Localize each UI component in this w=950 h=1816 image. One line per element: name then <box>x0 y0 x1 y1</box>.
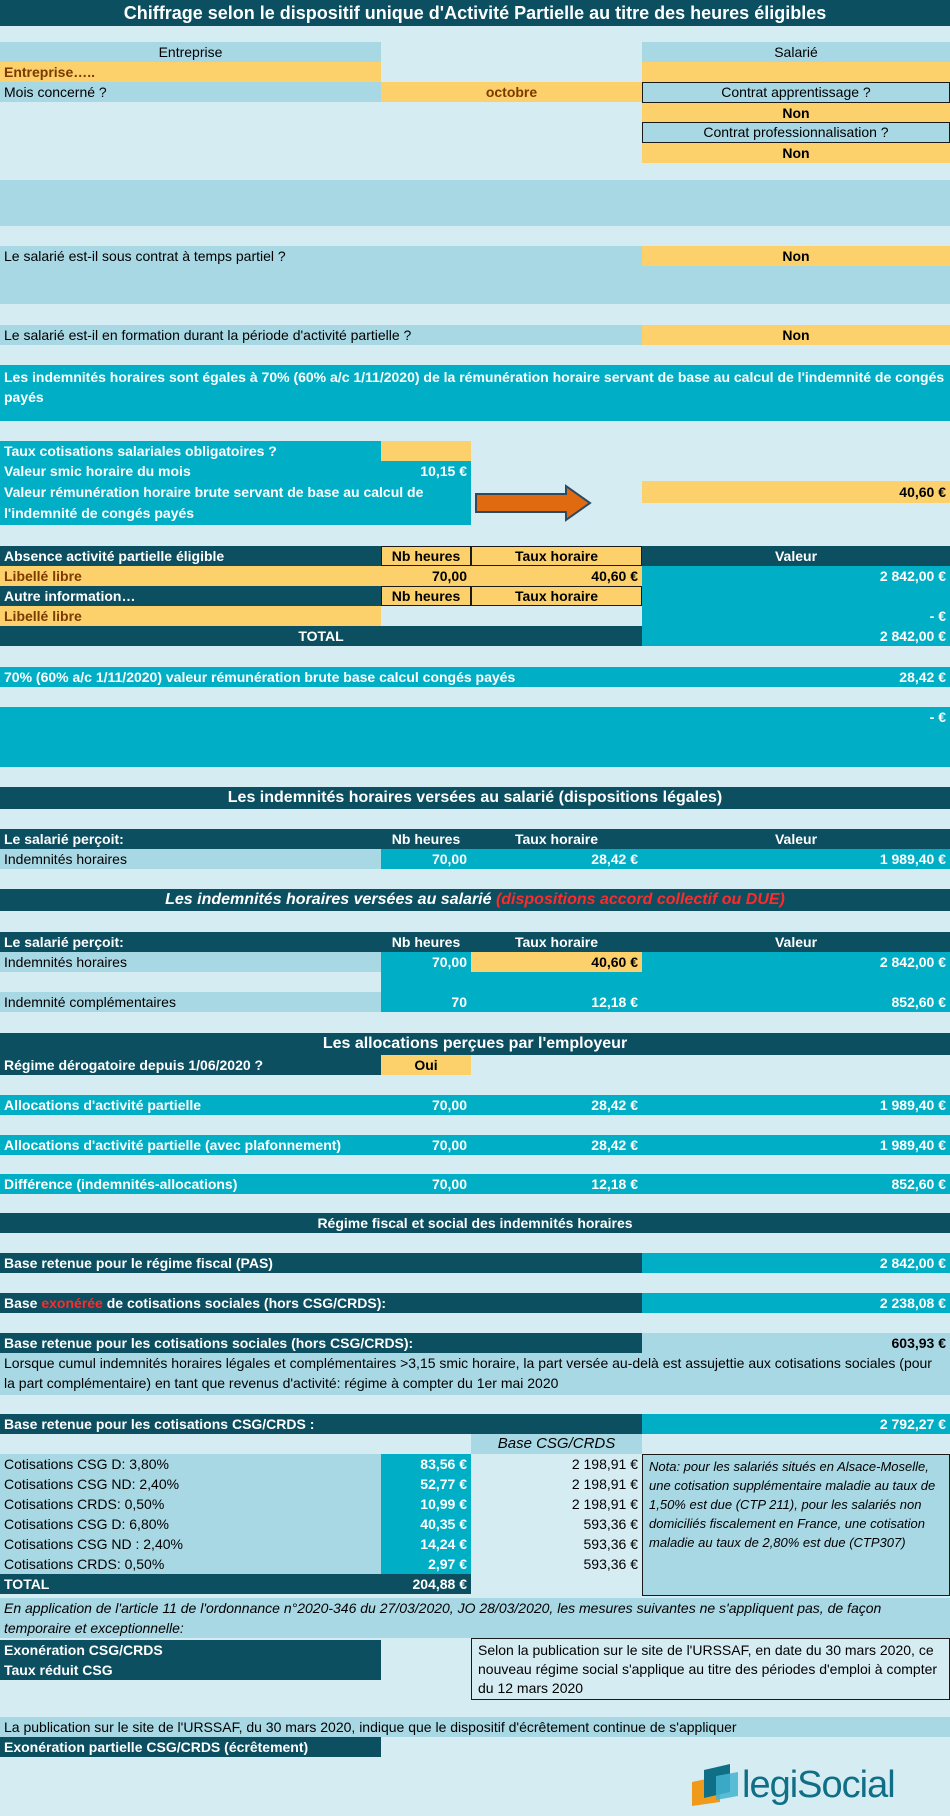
csg-row-base: 2 198,91 € <box>571 1496 638 1512</box>
alloc-row-value: 1 989,40 € <box>642 1095 950 1115</box>
accord-title-highlight: (dispositions accord collectif ou DUE) <box>495 891 785 908</box>
autre-taux-header: Taux horaire <box>471 586 642 606</box>
exoneration-partielle-label: Exonération partielle CSG/CRDS (écrêtement) <box>0 1737 381 1757</box>
arrow-right-icon <box>474 484 594 522</box>
temps-partiel-question: Le salarié est-il sous contrat à temps partiel ? <box>0 246 642 266</box>
alloc-row-label: Différence (indemnités-allocations) <box>0 1174 381 1194</box>
alloc-section-title: Les allocations perçues par l'employeur <box>0 1033 950 1055</box>
cotisations-note: Lorsque cumul indemnités horaires légales et complémentaires >3,15 smic horaire, la part versée au-delà est assujettie aux cotisations sociales (pour la part complémentaire) en tant que revenus d'activité: régime à compter du 1er mai 2020 <box>0 1353 950 1395</box>
legal-nb-header: Nb heures <box>381 829 471 849</box>
exoneree-label <box>0 1293 642 1313</box>
legal-row-taux: 28,42 € <box>471 849 642 869</box>
csg-row-label: Cotisations CRDS: 0,50% <box>0 1494 381 1514</box>
csg-row-label: Cotisations CSG ND: 2,40% <box>0 1474 381 1494</box>
pct-value: 28,42 € <box>642 667 950 687</box>
csg-row-base: 593,36 € <box>583 1556 638 1572</box>
mois-value[interactable]: octobre <box>381 82 642 102</box>
accord-row2-nb: 70 <box>381 992 471 1012</box>
info-banner: Les indemnités horaires sont égales à 70% (60% a/c 1/11/2020) de la rémunération horaire servant de base au calcul de l'indemnité de congés payés <box>0 365 950 421</box>
nota-box: Nota: pour les salariés situés en Alsace-Moselle, une cotisation supplémentaire maladie au taux de 1,50% est due (CTP 211), pour les salariés non domiciliés fiscalement en France, une cotisation maladie au taux de 2,80% est due (CTP307) <box>642 1454 950 1596</box>
csg-total-value: 204,88 € <box>381 1574 471 1594</box>
csg-row-base: 593,36 € <box>583 1516 638 1532</box>
accord-percoit-header: Le salarié perçoit: <box>0 932 381 952</box>
csg-row-base: 2 198,91 € <box>571 1476 638 1492</box>
exoneree-label-c: de cotisations sociales (hors CSG/CRDS): <box>102 1295 387 1311</box>
ordonnance-note: En application de l'article 11 de l'ordonnance n°2020-346 du 27/03/2020, JO 28/03/2020, les mesures suivantes ne s'appliquent pas, de façon temporaire et exceptionnelle: <box>0 1598 950 1638</box>
legal-section-title: Les indemnités horaires versées au salarié (dispositions légales) <box>0 787 950 809</box>
publication-note: La publication sur le site de l'URSSAF, du 30 mars 2020, indique que le dispositif d'écrêtement continue de s'appliquer <box>0 1717 950 1737</box>
formation-answer[interactable]: Non <box>642 325 950 345</box>
smic-label: Valeur smic horaire du mois <box>0 461 381 481</box>
absence-row1-value: 2 842,00 € <box>642 566 950 586</box>
mois-label: Mois concerné ? <box>0 82 381 102</box>
accord-taux-header: Taux horaire <box>471 932 642 952</box>
apprentissage-question: Contrat apprentissage ? <box>642 82 950 103</box>
csg-row-value: 2,97 € <box>381 1554 471 1574</box>
absence-total-label: TOTAL <box>0 626 642 646</box>
legal-valeur-header: Valeur <box>642 829 950 849</box>
absence-taux-header: Taux horaire <box>471 546 642 566</box>
accord-row1-nb: 70,00 <box>381 952 471 972</box>
legal-percoit-header: Le salarié perçoit: <box>0 829 381 849</box>
pct-label: 70% (60% a/c 1/11/2020) valeur rémunération brute base calcul congés payés <box>0 667 642 687</box>
absence-nb-header: Nb heures <box>381 546 471 566</box>
absence-valeur-header: Valeur <box>642 546 950 566</box>
salarie-header: Salarié <box>642 42 950 62</box>
salarie-name[interactable] <box>642 62 950 82</box>
absence-row1-taux[interactable]: 40,60 € <box>471 566 642 586</box>
alloc-row-nb: 70,00 <box>381 1135 471 1155</box>
taux-cotisations-input[interactable] <box>381 441 471 461</box>
accord-row1-taux[interactable]: 40,60 € <box>471 952 642 972</box>
exoneree-label-a: Base <box>4 1295 42 1311</box>
alloc-row-taux: 12,18 € <box>471 1174 642 1194</box>
csg-row-label: Cotisations CSG D: 3,80% <box>0 1454 381 1474</box>
accord-row2-label: Indemnité complémentaires <box>0 992 381 1012</box>
csg-base-label: Base retenue pour les cotisations CSG/CRDS : <box>0 1414 642 1434</box>
legal-row-nb: 70,00 <box>381 849 471 869</box>
apprentissage-answer[interactable]: Non <box>642 103 950 123</box>
csg-row-value: 14,24 € <box>381 1534 471 1554</box>
empty-value-band: - € <box>0 707 950 767</box>
regime-question: Régime dérogatoire depuis 1/06/2020 ? <box>0 1055 381 1075</box>
exoneree-value: 2 238,08 € <box>642 1293 950 1313</box>
legisocial-logo <box>690 1758 950 1814</box>
absence-row1-nb[interactable]: 70,00 <box>381 566 471 586</box>
formation-question: Le salarié est-il en formation durant la période d'activité partielle ? <box>0 325 642 345</box>
alloc-row-taux: 28,42 € <box>471 1095 642 1115</box>
spacer-band-2 <box>0 266 950 304</box>
accord-row2-taux: 12,18 € <box>471 992 642 1012</box>
absence-row2-label[interactable]: Libellé libre <box>0 606 381 626</box>
pas-value: 2 842,00 € <box>642 1253 950 1273</box>
page-title: Chiffrage selon le dispositif unique d'Activité Partielle au titre des heures éligibles <box>0 0 950 26</box>
alloc-row-value: 1 989,40 € <box>642 1135 950 1155</box>
exoneration-csg-label: Exonération CSG/CRDS <box>0 1640 381 1660</box>
absence-row1-label[interactable]: Libellé libre <box>0 566 381 586</box>
csg-row-base: 2 198,91 € <box>571 1456 638 1472</box>
legal-row-value: 1 989,40 € <box>642 849 950 869</box>
alloc-row-label: Allocations d'activité partielle <box>0 1095 381 1115</box>
remuneration-label: Valeur rémunération horaire brute servant de base au calcul de l'indemnité de congés payés <box>0 481 471 525</box>
csg-row-value: 52,77 € <box>381 1474 471 1494</box>
logo-text: legiSocial <box>742 1764 895 1806</box>
professionnalisation-answer[interactable]: Non <box>642 143 950 163</box>
accord-row1-value: 2 842,00 € <box>642 952 950 972</box>
accord-row2-value: 852,60 € <box>642 992 950 1012</box>
absence-total-value: 2 842,00 € <box>642 626 950 646</box>
csg-base-column-header: Base CSG/CRDS <box>471 1434 642 1454</box>
spacer-band <box>0 180 950 226</box>
cotisations-base-label: Base retenue pour les cotisations sociales (hors CSG/CRDS): <box>0 1333 642 1353</box>
accord-valeur-header: Valeur <box>642 932 950 952</box>
autre-value-cell <box>642 586 950 606</box>
alloc-row-nb: 70,00 <box>381 1174 471 1194</box>
alloc-row-label: Allocations d'activité partielle (avec plafonnement) <box>0 1135 381 1155</box>
smic-value: 10,15 € <box>381 461 471 481</box>
regime-answer[interactable]: Oui <box>381 1055 471 1075</box>
urssaf-note-box: Selon la publication sur le site de l'URSSAF, en date du 30 mars 2020, ce nouveau régime social s'applique au titre des périodes d'emploi à compter du 12 mars 2020 <box>471 1638 950 1700</box>
alloc-row-value: 852,60 € <box>642 1174 950 1194</box>
csg-row-label: Cotisations CSG ND : 2,40% <box>0 1534 381 1554</box>
autre-information-header: Autre information… <box>0 586 381 606</box>
csg-row-value: 40,35 € <box>381 1514 471 1534</box>
pas-label: Base retenue pour le régime fiscal (PAS) <box>0 1253 642 1273</box>
csg-total-label: TOTAL <box>0 1574 381 1594</box>
accord-title-main: Les indemnités horaires versées au salarié <box>165 891 496 908</box>
legal-row-label: Indemnités horaires <box>0 849 381 869</box>
exoneree-label-highlight: exonérée <box>41 1295 103 1311</box>
alloc-row-taux: 28,42 € <box>471 1135 642 1155</box>
entreprise-header: Entreprise <box>0 42 381 62</box>
accord-spacer <box>381 972 950 992</box>
logo-mark-icon <box>690 1762 740 1808</box>
absence-row2-value: - € <box>642 606 950 626</box>
csg-row-value: 10,99 € <box>381 1494 471 1514</box>
csg-row-label: Cotisations CSG D: 6,80% <box>0 1514 381 1534</box>
autre-nb-header: Nb heures <box>381 586 471 606</box>
accord-row1-label: Indemnités horaires <box>0 952 381 972</box>
cotisations-base-value: 603,93 € <box>642 1333 950 1353</box>
temps-partiel-answer[interactable]: Non <box>642 246 950 266</box>
csg-row-value: 83,56 € <box>381 1454 471 1474</box>
legal-taux-header: Taux horaire <box>471 829 642 849</box>
taux-reduit-label: Taux réduit CSG <box>0 1660 381 1680</box>
entreprise-name[interactable]: Entreprise….. <box>0 62 381 82</box>
accord-nb-header: Nb heures <box>381 932 471 952</box>
csg-row-base: 593,36 € <box>583 1536 638 1552</box>
alloc-row-nb: 70,00 <box>381 1095 471 1115</box>
absence-header: Absence activité partielle éligible <box>0 546 381 566</box>
accord-section-title <box>0 889 950 911</box>
csg-row-label: Cotisations CRDS: 0,50% <box>0 1554 381 1574</box>
professionnalisation-question: Contrat professionnalisation ? <box>642 122 950 143</box>
fiscal-section-title: Régime fiscal et social des indemnités horaires <box>0 1213 950 1233</box>
taux-cotisations-label: Taux cotisations salariales obligatoires ? <box>0 441 381 461</box>
remuneration-value: 40,60 € <box>642 481 950 503</box>
csg-base-value: 2 792,27 € <box>642 1414 950 1434</box>
